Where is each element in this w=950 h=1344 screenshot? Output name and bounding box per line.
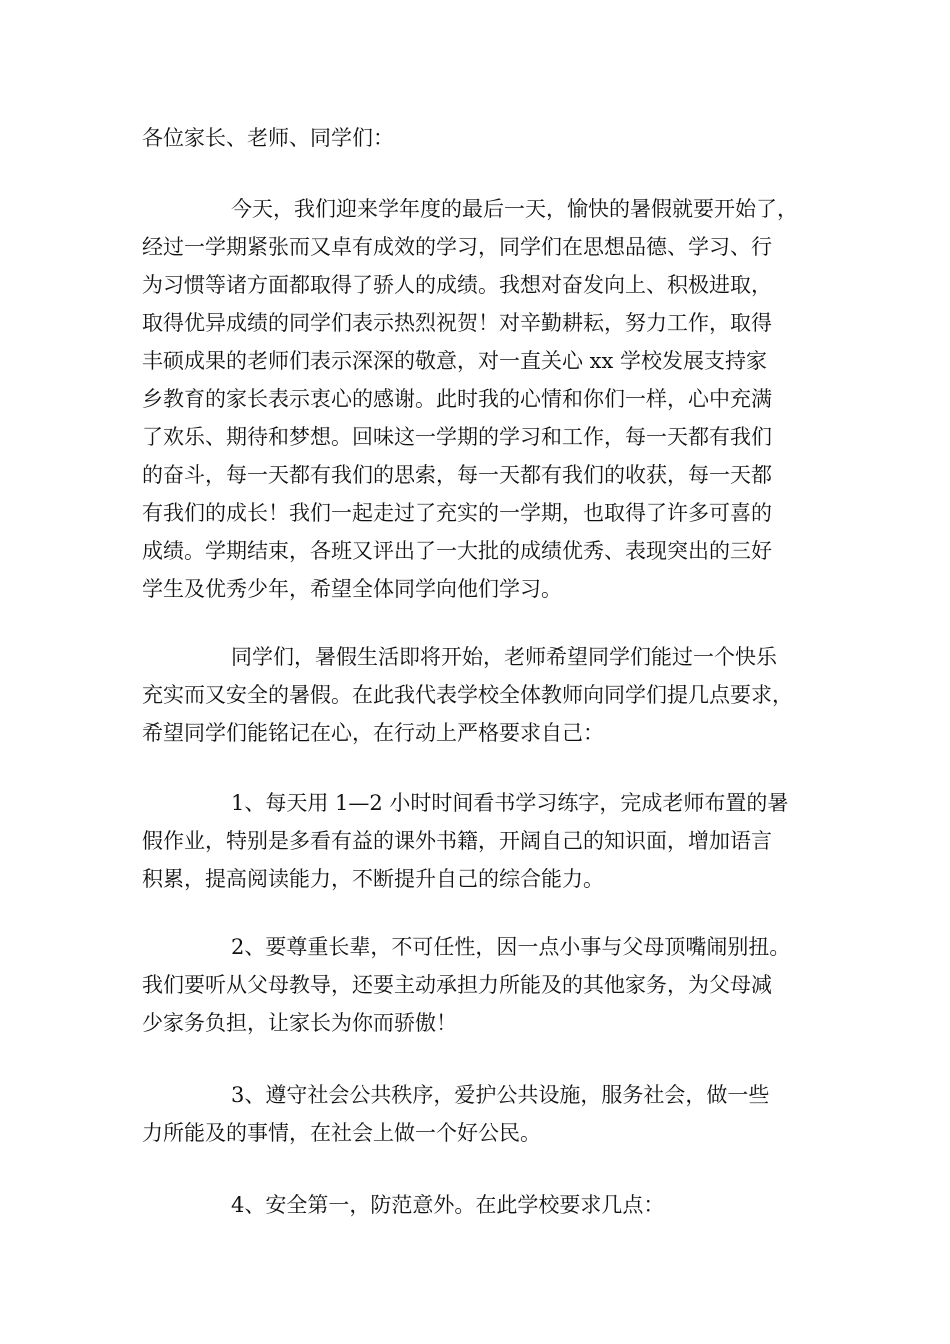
paragraph-line: 有我们的成长！我们一起走过了充实的一学期，也取得了许多可喜的 [142, 501, 772, 525]
paragraph-line: 经过一学期紧张而又卓有成效的学习，同学们在思想品德、学习、行 [142, 235, 772, 259]
paragraph-line: 了欢乐、期待和梦想。回味这一学期的学习和工作，每一天都有我们 [142, 425, 772, 449]
greeting: 各位家长、老师、同学们： [142, 126, 394, 150]
paragraph-line: 的奋斗，每一天都有我们的思索，每一天都有我们的收获，每一天都 [142, 463, 772, 487]
paragraph-line: 同学们，暑假生活即将开始，老师希望同学们能过一个快乐 [231, 645, 777, 669]
paragraph-line: 希望同学们能铭记在心，在行动上严格要求自己： [142, 721, 604, 745]
paragraph-line: 假作业，特别是多看有益的课外书籍，开阔自己的知识面，增加语言 [142, 829, 772, 853]
paragraph-line: 积累，提高阅读能力，不断提升自己的综合能力。 [142, 867, 604, 891]
paragraph-line: 乡教育的家长表示衷心的感谢。此时我的心情和你们一样，心中充满 [142, 387, 772, 411]
paragraph-line: 2、要尊重长辈，不可任性，因一点小事与父母顶嘴闹别扭。 [231, 935, 791, 959]
paragraph-line: 力所能及的事情，在社会上做一个好公民。 [142, 1121, 541, 1145]
paragraph-line: 3、遵守社会公共秩序，爱护公共设施，服务社会，做一些 [231, 1083, 770, 1107]
paragraph-line: 我们要听从父母教导，还要主动承担力所能及的其他家务，为父母减 [142, 973, 772, 997]
paragraph-line: 取得优异成绩的同学们表示热烈祝贺！对辛勤耕耘，努力工作，取得 [142, 311, 772, 335]
paragraph-line: 今天，我们迎来学年度的最后一天，愉快的暑假就要开始了， [231, 197, 798, 221]
paragraph-line: 1、每天用 1—2 小时时间看书学习练字，完成老师布置的暑 [231, 791, 789, 815]
paragraph-line: 为习惯等诸方面都取得了骄人的成绩。我想对奋发向上、积极进取， [142, 273, 772, 297]
paragraph-line: 少家务负担，让家长为你而骄傲！ [142, 1011, 457, 1035]
paragraph-line: 4、安全第一，防范意外。在此学校要求几点： [231, 1193, 665, 1217]
paragraph-line: 成绩。学期结束，各班又评出了一大批的成绩优秀、表现突出的三好 [142, 539, 772, 563]
paragraph-line: 学生及优秀少年，希望全体同学向他们学习。 [142, 577, 562, 601]
paragraph-line: 丰硕成果的老师们表示深深的敬意，对一直关心 xx 学校发展支持家 [142, 349, 768, 373]
paragraph-line: 充实而又安全的暑假。在此我代表学校全体教师向同学们提几点要求， [142, 683, 793, 707]
